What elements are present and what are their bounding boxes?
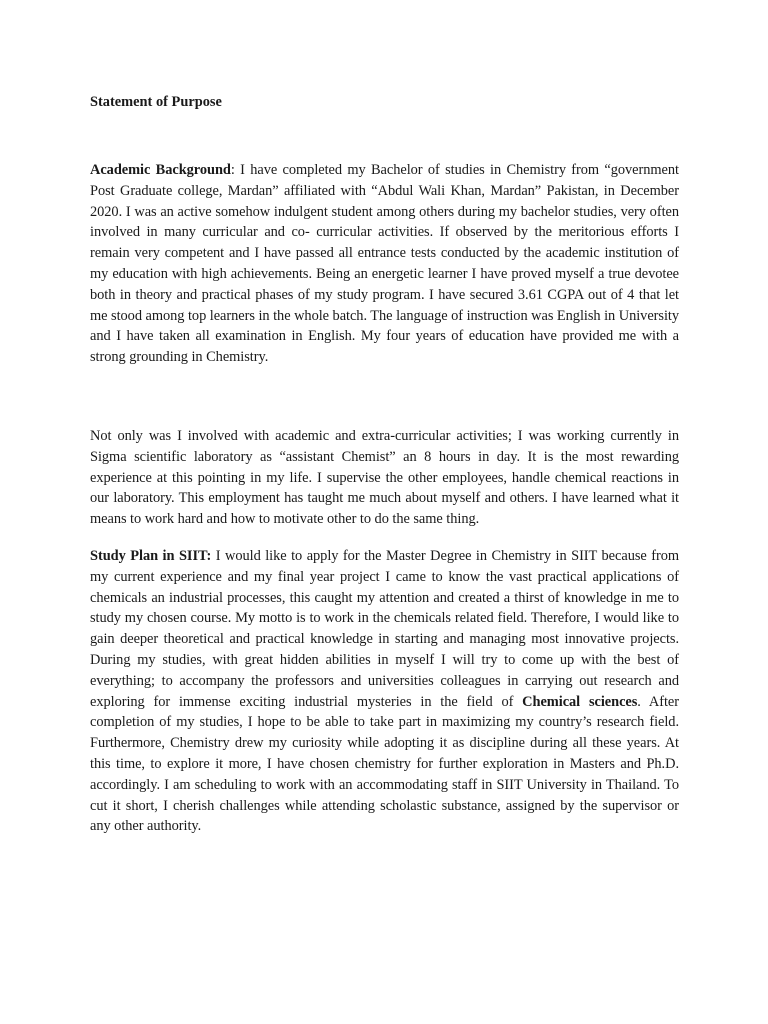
paragraph-text: Not only was I involved with academic and extra-curricular activities; I was working currently in Sigma scientific laboratory as “assistant Chemist” an 8 hours in day. It is the most rewarding experience at this pointing in my life. I supervise the other employees, handle chemical reactions in our laboratory. This employment has taught me much about myself and others. I have learned what it means to work hard and how to motivate other to do the same thing. [90,428,679,528]
paragraph-academic-background [90,160,679,368]
document-title: Statement of Purpose [90,94,222,110]
heading-separator: : [230,162,241,178]
section-heading-study-plan: Study Plan in SIIT: [90,548,212,564]
paragraph-study-plan [90,546,679,837]
paragraph-text: I have completed my Bachelor of studies in Chemistry from “government Post Graduate college, Mardan” affiliated with “Abdul Wali Khan, Mardan” Pakistan, in December 2020. I was an active somehow indulgent student among others during my bachelor studies, very often involved in many curricular and co- curricular activities. If observed by the meritorious efforts I remain very competent and I have passed all entrance tests conducted by the academic institution of my education with high achievements. Being an energetic learner I have proved myself a true devotee both in theory and practical phases of my study program. I have secured 3.61 CGPA out of 4 that let me stood among top learners in the whole batch. The language of instruction was English in University and I have taken all examination in English. My four years of education have provided me with a strong grounding in Chemistry. [90,162,679,366]
paragraph-text: . After completion of my studies, I hope to be able to take part in maximizing my country’s research field. Furthermore, Chemistry drew my curiosity while adopting it as discipline during all these years. At this time, to explore it more, I have chosen chemistry for further exploration in Masters and Ph.D. accordingly. I am scheduling to work with an accommodating staff in SIIT University in Thailand. To cut it short, I cherish challenges while attending scholastic substance, assigned by the supervisor or any other authority. [90,693,679,835]
emphasis-chemical-sciences: Chemical sciences [522,693,638,710]
section-heading-academic-background: Academic Background [90,162,231,178]
paragraph-text: I would like to apply for the Master Degree in Chemistry in SIIT because from my current experience and my final year project I came to know the vast practical applications of chemicals an industrial processes, this caught my attention and created a thirst of knowledge in me to study my chosen course. My motto is to work in the chemicals related field. Therefore, I would like to gain deeper theoretical and practical knowledge in starting and managing most innovative projects. During my studies, with great hidden abilities in myself I will try to come up with the best of everything; to accompany the professors and universities colleagues in carrying out research and exploring for immense exciting industrial mysteries in the field of [90,548,680,710]
paragraph-work-experience [90,426,679,530]
